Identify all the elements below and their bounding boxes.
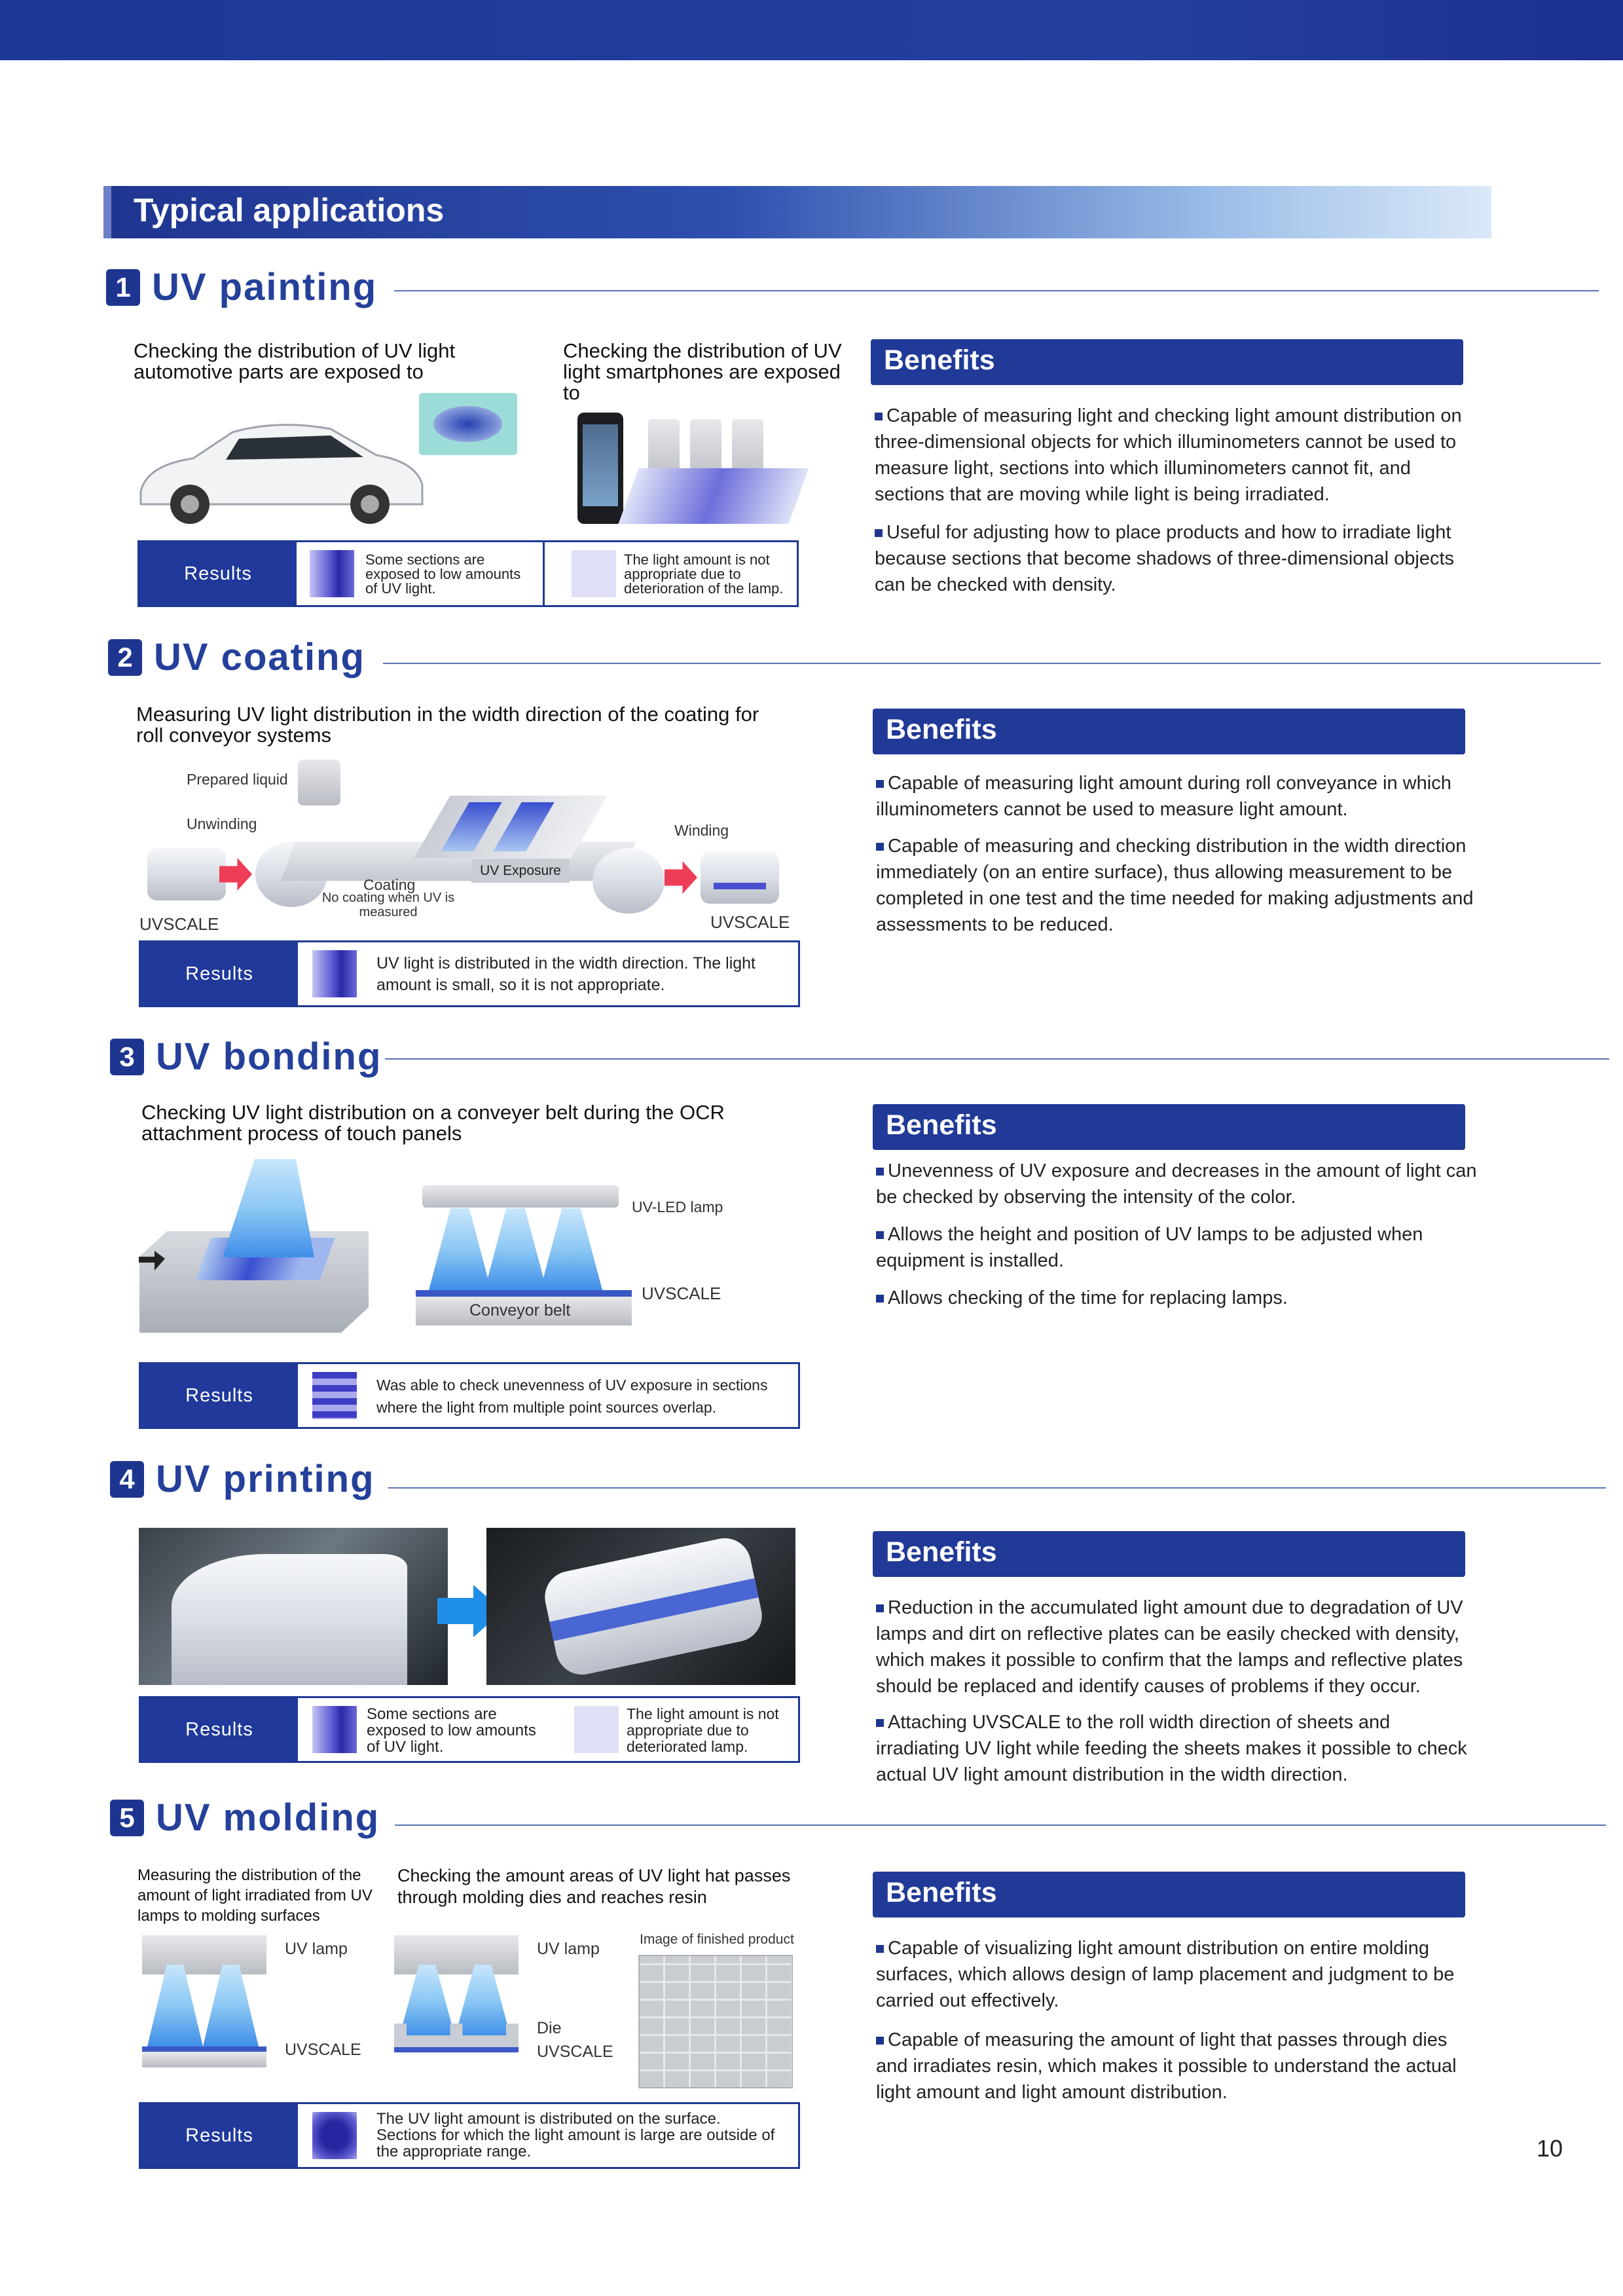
benefits-bar — [873, 1872, 1465, 1917]
results-box-1 — [137, 540, 799, 607]
bullet-square-icon — [875, 529, 883, 537]
section-heading: UV bonding — [156, 1035, 382, 1078]
results-box-2 — [139, 940, 800, 1007]
benefits-title: Benefits — [886, 1877, 997, 1908]
color-swatch-dark — [312, 950, 357, 997]
benefit-item — [876, 1709, 1478, 1788]
uv-beam — [455, 1965, 511, 2037]
benefit-text: Capable of measuring the amount of light that passes through dies and irradiates resin, which makes it possible to understand the actual light amount and light amount distribution. — [876, 2029, 1457, 2103]
result-text: Some sections are exposed to low amounts of UV light. — [367, 1705, 536, 1756]
smartphone-illustration — [577, 413, 623, 524]
section-number: 5 — [110, 1800, 144, 1836]
benefits-bar — [873, 709, 1465, 754]
label-uv-lamp: UV lamp — [285, 1940, 348, 1958]
color-swatch-dark — [312, 1706, 357, 1753]
section-1-title — [106, 265, 1494, 311]
benefit-item — [876, 833, 1478, 938]
uv-lamp-housing — [394, 1935, 519, 1974]
benefit-item — [876, 770, 1478, 823]
label-conveyor-belt: Conveyor belt — [469, 1301, 571, 1320]
benefit-text: Allows checking of the time for replacing lamps. — [888, 1287, 1288, 1308]
top-band — [0, 0, 1623, 60]
headlight-callout — [419, 393, 517, 455]
bullet-square-icon — [876, 1945, 884, 1953]
benefit-text: Capable of measuring light amount during roll conveyance in which illuminometers cannot be used to measure light amount. — [876, 773, 1451, 820]
bullet-square-icon — [876, 1168, 884, 1176]
uvscale-strip — [416, 1290, 632, 1297]
section-heading: UV molding — [156, 1796, 380, 1839]
uv-led-lamp-bar — [422, 1185, 619, 1208]
bullet-square-icon — [875, 413, 883, 420]
results-label: Results — [141, 2104, 298, 2167]
page-title: Typical applications — [134, 192, 445, 229]
section-header — [103, 186, 1491, 238]
bullet-square-icon — [876, 780, 884, 788]
arrow-right-icon — [665, 861, 697, 894]
section-number: 1 — [106, 269, 140, 306]
benefits-bar — [871, 339, 1463, 385]
liquid-tank — [298, 760, 340, 805]
benefits-title: Benefits — [884, 344, 995, 376]
color-swatch-striped — [312, 1372, 357, 1419]
caption-molding-right: Checking the amount areas of UV light hat passes through molding dies and reaches resin — [397, 1866, 791, 1907]
section-2-title — [108, 635, 1496, 681]
label-coating: Coating — [363, 876, 416, 893]
color-swatch-dark — [310, 550, 354, 597]
benefit-item — [876, 1935, 1478, 2014]
results-divider — [543, 542, 545, 605]
label-prepared-liquid: Prepared liquid — [187, 771, 288, 788]
bullet-square-icon — [876, 1604, 884, 1612]
results-box-5 — [139, 2102, 800, 2169]
caption-molding-left: Measuring the distribution of the amount of light irradiated from UV lamps to molding surfaces — [137, 1866, 373, 1925]
benefit-text: Capable of visualizing light amount distribution on entire molding surfaces, which allows design of lamp placement and judgment to be carried out effectively. — [876, 1938, 1455, 2011]
benefits-bar — [873, 1104, 1465, 1150]
label-uvscale: UVSCALE — [537, 2043, 613, 2061]
uvscale-strip — [394, 2047, 519, 2052]
result-text: The UV light amount is distributed on the surface. Sections for which the light amount is large are outside of the appropriate range. — [376, 2110, 775, 2160]
wind-roll — [593, 848, 665, 914]
bullet-square-icon — [876, 1719, 884, 1727]
benefit-text: Attaching UVSCALE to the roll width direction of sheets and irradiating UV light while feeding the sheets makes it possible to check actual UV light amount distribution in the width direction. — [876, 1712, 1467, 1785]
benefit-text: Unevenness of UV exposure and decreases in the amount of light can be checked by observing the intensity of the color. — [876, 1160, 1477, 1208]
uv-lamp-housing — [142, 1935, 266, 1974]
bullet-square-icon — [876, 2037, 884, 2045]
label-unwinding: Unwinding — [187, 815, 257, 832]
section-5-title — [110, 1796, 1498, 1842]
label-uvscale: UVSCALE — [642, 1284, 721, 1303]
benefit-text: Reduction in the accumulated light amount due to degradation of UV lamps and dirt on reflective plates can be easily checked with density, which makes it possible to confirm that the lamps and reflective plates should be replaced and identify causes of problems if they occur. — [876, 1597, 1463, 1697]
results-box-4 — [139, 1696, 800, 1763]
results-label: Results — [139, 542, 297, 605]
benefit-item — [876, 1221, 1478, 1274]
benefits-title: Benefits — [886, 1536, 997, 1568]
benefits-title: Benefits — [886, 714, 997, 745]
label-die: Die — [537, 2019, 562, 2037]
benefit-item — [875, 403, 1477, 508]
results-label: Results — [141, 942, 298, 1005]
section-number: 3 — [110, 1039, 144, 1075]
section-number: 4 — [110, 1461, 144, 1498]
results-box-3 — [139, 1362, 800, 1429]
result-text: The light amount is not appropriate due to deterioration of the lamp. — [624, 551, 784, 597]
label-finished-product: Image of finished product — [640, 1932, 794, 1947]
benefit-item — [876, 1595, 1478, 1699]
section-4-title — [110, 1457, 1498, 1503]
uv-beam — [223, 1159, 314, 1257]
benefit-text: Capable of measuring and checking distribution in the width direction immediately (on an entire surface), thus allowing measurement to be completed in one test and the time needed for making adjustments and assessments to be reduced. — [876, 836, 1474, 935]
label-uv-lamp: UV lamp — [537, 1940, 600, 1958]
section-3-title — [110, 1035, 1498, 1081]
divider — [394, 290, 1599, 291]
color-swatch-light — [574, 1706, 619, 1753]
bullet-square-icon — [876, 843, 884, 851]
divider — [385, 1058, 1609, 1060]
benefit-text: Capable of measuring light and checking light amount distribution on three-dimensional objects for which illuminometers cannot be used to measure light, sections into which illuminometers cannot fit, and sections that are moving while light is being irradiated. — [875, 405, 1462, 505]
color-swatch-light — [572, 550, 616, 597]
results-label: Results — [141, 1698, 298, 1761]
label-no-coating: No coating when UV is measured — [321, 891, 455, 919]
color-swatch-dark — [312, 2112, 357, 2159]
caption-bonding: Checking UV light distribution on a conveyer belt during the OCR attachment process of touch panels — [141, 1101, 725, 1145]
benefits-title: Benefits — [886, 1109, 997, 1141]
divider — [388, 1487, 1606, 1489]
caption-automotive: Checking the distribution of UV light automotive parts are exposed to — [134, 339, 456, 383]
benefit-text: Allows the height and position of UV lamps to be adjusted when equipment is installed. — [876, 1224, 1423, 1271]
photo-printing-roll-after — [486, 1528, 795, 1685]
section-heading: UV printing — [156, 1458, 375, 1500]
uv-beam — [399, 1965, 455, 2037]
label-uv-exposure: UV Exposure — [471, 859, 570, 883]
label-uvscale-right: UVSCALE — [710, 912, 790, 932]
label-uvscale: UVSCALE — [285, 2041, 361, 2059]
caption-smartphone: Checking the distribution of UV light smartphones are exposed to — [563, 339, 842, 404]
section-number: 2 — [108, 639, 142, 676]
result-text: Was able to check unevenness of UV exposure in sections where the light from multiple point sources overlap. — [376, 1377, 768, 1416]
benefit-item — [876, 1158, 1478, 1210]
caption-coating: Measuring UV light distribution in the width direction of the coating for roll conveyor systems — [136, 703, 759, 747]
result-text: The light amount is not appropriate due to deteriorated lamp. — [627, 1705, 779, 1755]
phone-exposure-sheet — [619, 468, 809, 524]
divider — [383, 663, 1601, 664]
section-heading: UV painting — [152, 266, 378, 308]
benefit-item — [876, 1285, 1478, 1311]
label-uvscale-left: UVSCALE — [139, 914, 219, 934]
benefit-item — [875, 519, 1477, 598]
uv-beam — [203, 1965, 259, 2046]
uvscale-sheet-right — [701, 851, 779, 904]
uvscale-strip — [142, 2046, 266, 2052]
photo-printing-roll-before — [139, 1528, 448, 1685]
section-heading: UV coating — [154, 636, 365, 678]
benefit-text: Useful for adjusting how to place products and how to irradiate light because sections that become shadows of three-dimensional objects can be checked with density. — [875, 522, 1455, 595]
page-number: 10 — [1536, 2135, 1563, 2162]
uv-beam — [484, 1208, 547, 1290]
uv-beam — [429, 1208, 491, 1290]
uvscale-sheet-left — [147, 848, 226, 900]
bullet-square-icon — [876, 1295, 884, 1303]
result-text: UV light is distributed in the width direction. The light amount is small, so it is not appropriate. — [376, 954, 756, 994]
results-label: Results — [141, 1364, 298, 1427]
car-illustration — [134, 413, 429, 524]
uv-beam — [540, 1208, 602, 1290]
uv-beam — [147, 1965, 203, 2046]
bullet-square-icon — [876, 1231, 884, 1239]
label-winding: Winding — [674, 822, 729, 839]
benefits-bar — [873, 1531, 1465, 1577]
label-uv-led-lamp: UV-LED lamp — [632, 1198, 723, 1215]
benefit-item — [876, 2027, 1478, 2105]
molding-surface — [142, 2052, 266, 2067]
finished-product-image — [638, 1955, 793, 2088]
result-text: Some sections are exposed to low amounts of UV light. — [365, 551, 521, 597]
divider — [395, 1824, 1606, 1826]
